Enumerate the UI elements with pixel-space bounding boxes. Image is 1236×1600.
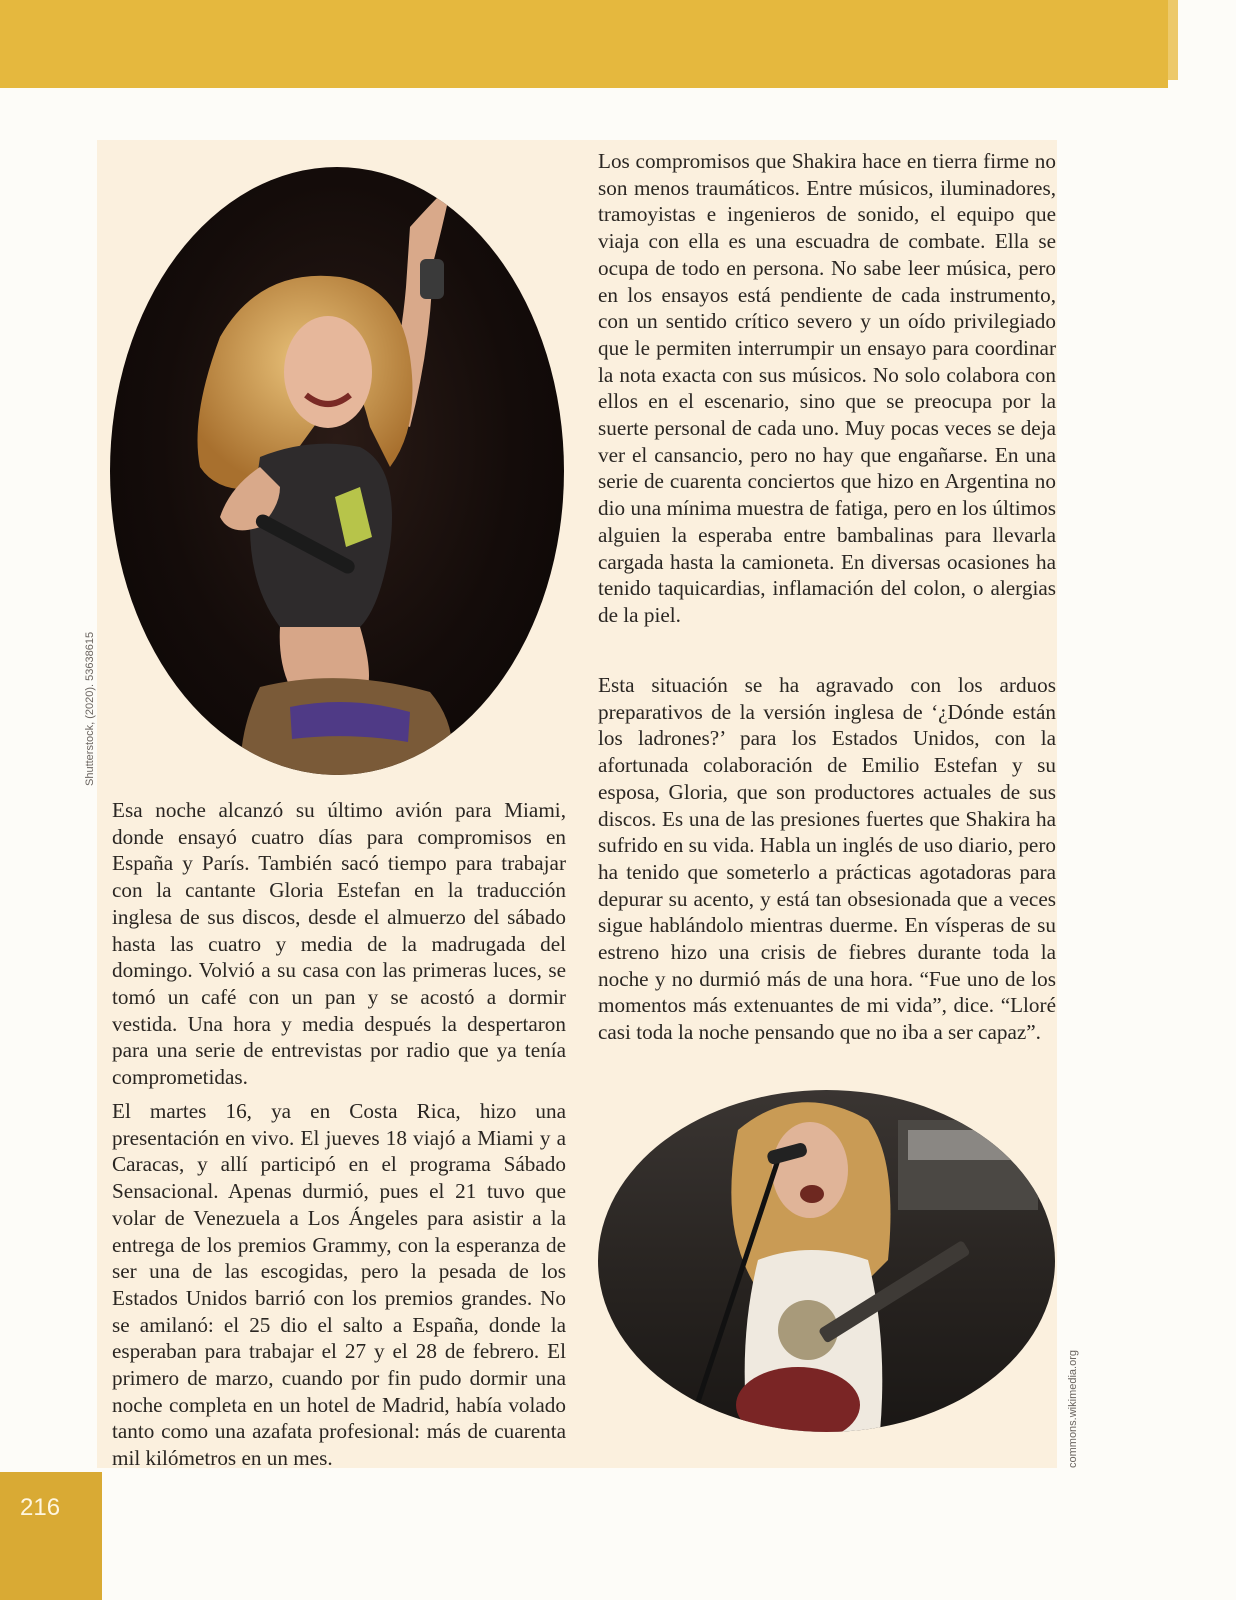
photo-credit-wikimedia: commons.wikimedia.org [1067, 1350, 1079, 1468]
header-band-edge [1168, 0, 1178, 80]
header-color-band [0, 0, 1168, 88]
article-paragraph: Los compromisos que Shakira hace en tierra firme no son menos traumáticos. Entre músicos, iluminadores, tramoyistas e ingenieros de sonido, el equipo que viaja con ella es una escuadra de combate. Ella se ocupa de todo en persona. No sabe leer música, pero en los ensayos está pendiente de cada instrumento, con un sentido crítico severo y un oído privilegiado que le permiten interrumpir un ensayo para coordinar la nota exacta con sus músicos. No solo colabora con ellos en el escenario, sino que se preocupa por la suerte personal de cada uno. Muy pocas veces se deja ver el cansancio, pero no hay que engañarse. En una serie de cuarenta conciertos que hizo en Argentina no dio una mínima muestra de fatiga, pero en los últimos alguien la esperaba entre bambalinas para llevarla cargada hasta la camioneta. En diversas ocasiones ha tenido taquicardias, inflamación del colon, o alergias de la piel. [598, 149, 1056, 627]
article-paragraph: El martes 16, ya en Costa Rica, hizo una presentación en vivo. El jueves 18 viajó a Miami y a Caracas, y allí participó en el programa Sábado Sensacional. Apenas durmió, pues el 21 tuvo que volar de Venezuela a Los Ángeles para asistir a la entrega de los premios Grammy, con la esperanza de ser una de las escogidas, pero la pesada de los Estados Unidos barrió con los premios grandes. No se amilanó: el 25 dio el salto a España, donde la esperaban para trabajar el 27 y el 28 de febrero. El primero de marzo, cuando por fin pudo dormir una noche completa en un hotel de Madrid, había volado tanto como una azafata profesional: más de cuarenta mil kilómetros en un mes. [112, 1099, 566, 1471]
performer-dancing-photo [110, 167, 564, 775]
article-paragraph: Esa noche alcanzó su último avión para Miami, donde ensayó cuatro días para compromisos en España y París. También sacó tiempo para trabajar con la cantante Gloria Estefan en la traducción inglesa de sus discos, desde el almuerzo del sábado hasta las cuatro y media de la madrugada del domingo. Volvió a su casa con las primeras luces, se tomó un café con un pan y se acostó a dormir vestida. Una hora y media después la despertaron para una serie de entrevistas por radio que ya tenía comprometidas. [112, 798, 566, 1090]
performer-guitar-photo [598, 1090, 1055, 1432]
performer-dancing-illustration [110, 167, 564, 775]
article-paragraph: Esta situación se ha agravado con los arduos preparativos de la versión inglesa de ‘¿Dónde están los ladrones?’ para los Estados Unidos, con la afortunada colaboración de Emilio Estefan y su esposa, Gloria, que son productores actuales de sus discos. Es una de las presiones fuertes que Shakira ha sufrido en su vida. Habla un inglés de uso diario, pero ha tenido que someterlo a prácticas agotadoras para depurar su acento, y está tan obsesionada que a veces sigue hablándolo mientras duerme. En vísperas de su estreno hizo una crisis de fiebres durante toda la noche y no durmió más de una hora. “Fue uno de los momentos más extenuantes de mi vida”, dice. “Lloré casi toda la noche pensando que no iba a ser capaz”. [598, 673, 1056, 1045]
performer-guitar-illustration [598, 1090, 1055, 1432]
page-number: 216 [20, 1494, 61, 1521]
photo-credit-shutterstock: Shutterstock, (2020). 53638615 [84, 631, 96, 786]
page-number-tab [0, 1472, 102, 1600]
